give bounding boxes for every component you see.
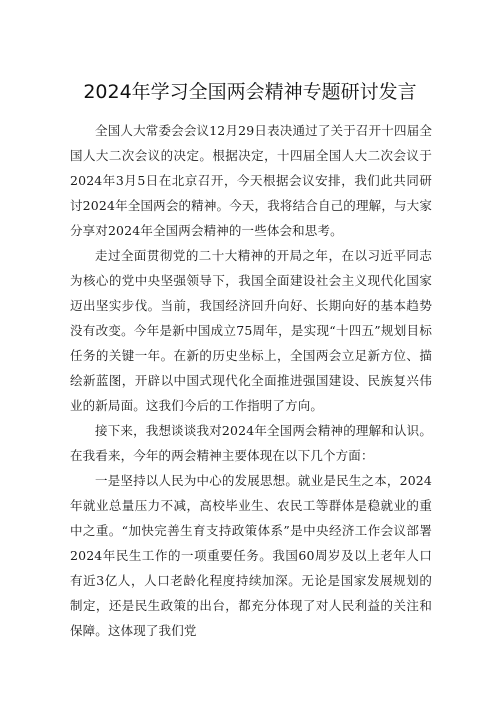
paragraph-3: 接下来，我想谈谈我对2024年全国两会精神的理解和认识。在我看来，今年的两会精神主要体现在以下几个方面： — [70, 423, 432, 463]
paragraph-2: 走过全面贯彻党的二十大精神的开局之年，在以习近平同志为核心的党中央坚强领导下，我国全面建设社会主义现代化国家迈出坚实步伐。当前，我国经济回升向好、长期向好的基本趋势没有改变。今年是新中国成立75周年，是实现“十四五”规划目标任务的关键一年。在新的历史坐标上，全国两会立足新方位、描绘新蓝图，开辟以中国式现代化全面推进强国建设、民族复兴伟业的新局面。这我们今后的工作指明了方向。 — [70, 248, 432, 413]
document-title: 2024年学习全国两会精神专题研讨发言 — [83, 81, 417, 103]
paragraph-4: 一是坚持以人民为中心的发展思想。就业是民生之本，2024年就业总量压力不减，高校毕业生、农民工等群体是稳就业的重中之重。“加快完善生育支持政策体系”是中央经济工作会议部署2024年民生工作的一项重要任务。我国60周岁及以上老年人口有近3亿人，人口老龄化程度持续加深。无论是国家发展规划的制定，还是民生政策的出台，都充分体现了对人民利益的关注和保障。这体现了我们党 — [70, 473, 432, 638]
paragraph-1: 全国人大常委会会议12月29日表决通过了关于召开十四届全国人大二次会议的决定。根据决定，十四届全国人大二次会议于2024年3月5日在北京召开，今天根据会议安排，我们此共同研讨2024年全国两会的精神。今天，我将结合自己的理解，与大家分享对2024年全国两会精神的一些体会和思考。 — [70, 123, 432, 238]
document-body — [70, 118, 432, 643]
